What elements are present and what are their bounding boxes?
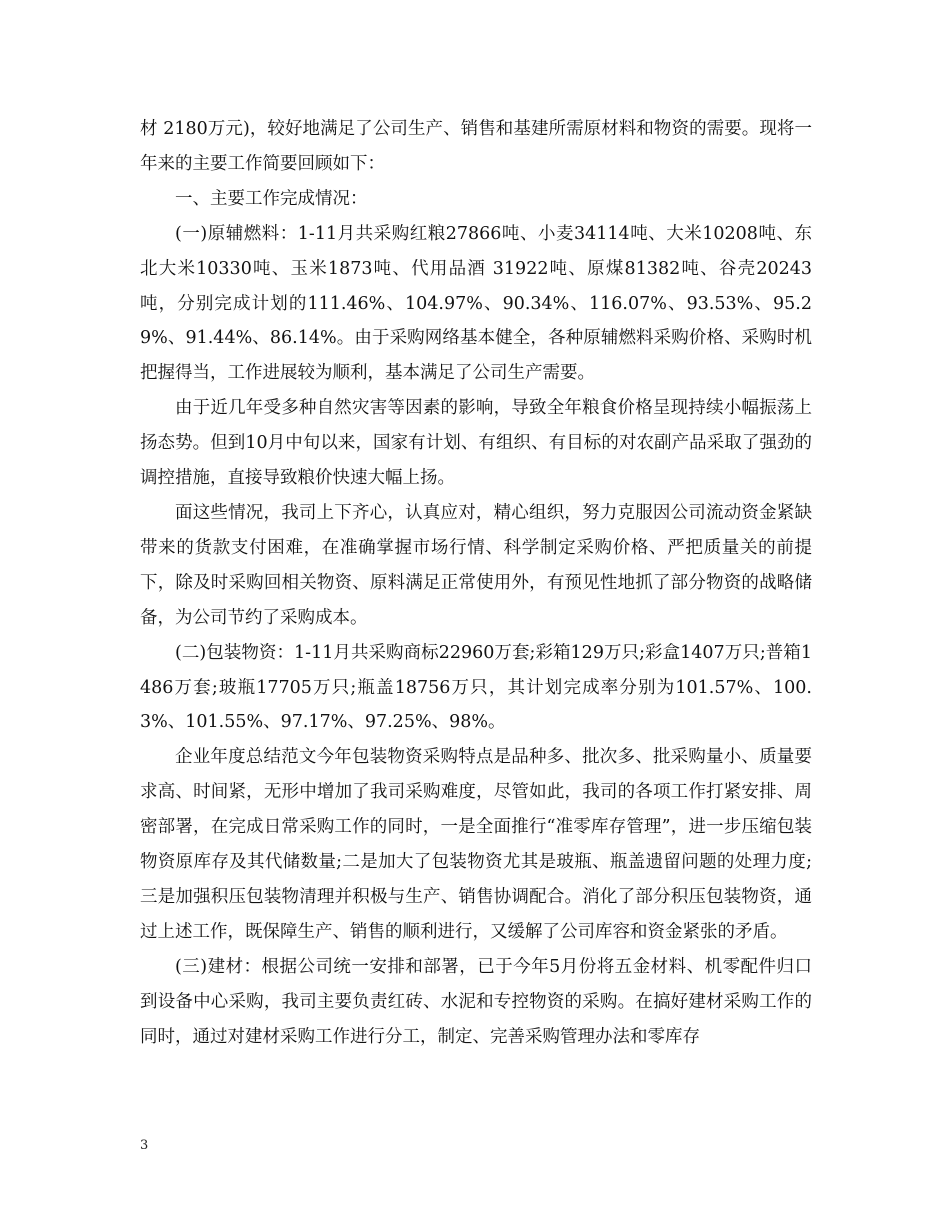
paragraph-raw-materials: (一)原辅燃料：1-11月共采购红粮27866吨、小麦34114吨、大米10208吨、东北大米10330吨、玉米1873吨、代用品酒 31922吨、原煤81382吨、谷壳20243吨，分别完成计划的111.46%、104.97%、90.34%、116.07%、93.53%、95.29%、91.44%、86.14%。由于采购网络基本健全，各种原辅燃料采购价格、采购时机把握得当，工作进展较为顺利，基本满足了公司生产需要。 <box>140 223 812 384</box>
paragraph-grain-price: 由于近几年受多种自然灾害等因素的影响，导致全年粮食价格呈现持续小幅振荡上扬态势。但到10月中旬以来，国家有计划、有组织、有目标的对农副产品采取了强劲的调控措施，直接导致粮价快速大幅上扬。 <box>140 398 812 489</box>
document-body <box>140 112 812 1054</box>
paragraph-packaging: (二)包装物资：1-11月共采购商标22960万套;彩箱129万只;彩盒1407万只;普箱1486万套;玻瓶17705万只;瓶盖18756万只，其计划完成率分别为101.57%、100.3%、101.55%、97.17%、97.25%、98%。 <box>140 642 812 733</box>
section-heading-main-work: 一、主要工作完成情况： <box>175 188 368 209</box>
paragraph-packaging-features: 企业年度总结范文今年包装物资采购特点是品种多、批次多、批采购量小、质量要求高、时间紧，无形中增加了我司采购难度，尽管如此，我司的各项工作打紧安排、周密部署，在完成日常采购工作的同时，一是全面推行“准零库存管理”，进一步压缩包装物资原库存及其代储数量;二是加大了包装物资尤其是玻瓶、瓶盖遗留问题的处理力度;三是加强积压包装物清理并积极与生产、销售协调配合。消化了部分积压包装物资，通过上述工作，既保障生产、销售的顺利进行，又缓解了公司库容和资金紧张的矛盾。 <box>140 747 812 942</box>
paragraph-response: 面这些情况，我司上下齐心，认真应对，精心组织，努力克服因公司流动资金紧缺带来的货款支付困难，在准确掌握市场行情、科学制定采购价格、严把质量关的前提下，除及时采购回相关物资、原料满足正常使用外，有预见性地抓了部分物资的战略储备，为公司节约了采购成本。 <box>140 502 812 628</box>
paragraph-building-materials: (三)建材：根据公司统一安排和部署，已于今年5月份将五金材料、机零配件归口到设备中心采购，我司主要负责红砖、水泥和专控物资的采购。在搞好建材采购工作的同时，通过对建材采购工作进行分工，制定、完善采购管理办法和零库存 <box>140 956 812 1047</box>
paragraph-intro: 材 2180万元)，较好地满足了公司生产、销售和基建所需原材料和物资的需要。现将一年来的主要工作简要回顾如下： <box>140 119 812 174</box>
page-number: 3 <box>140 1138 149 1153</box>
